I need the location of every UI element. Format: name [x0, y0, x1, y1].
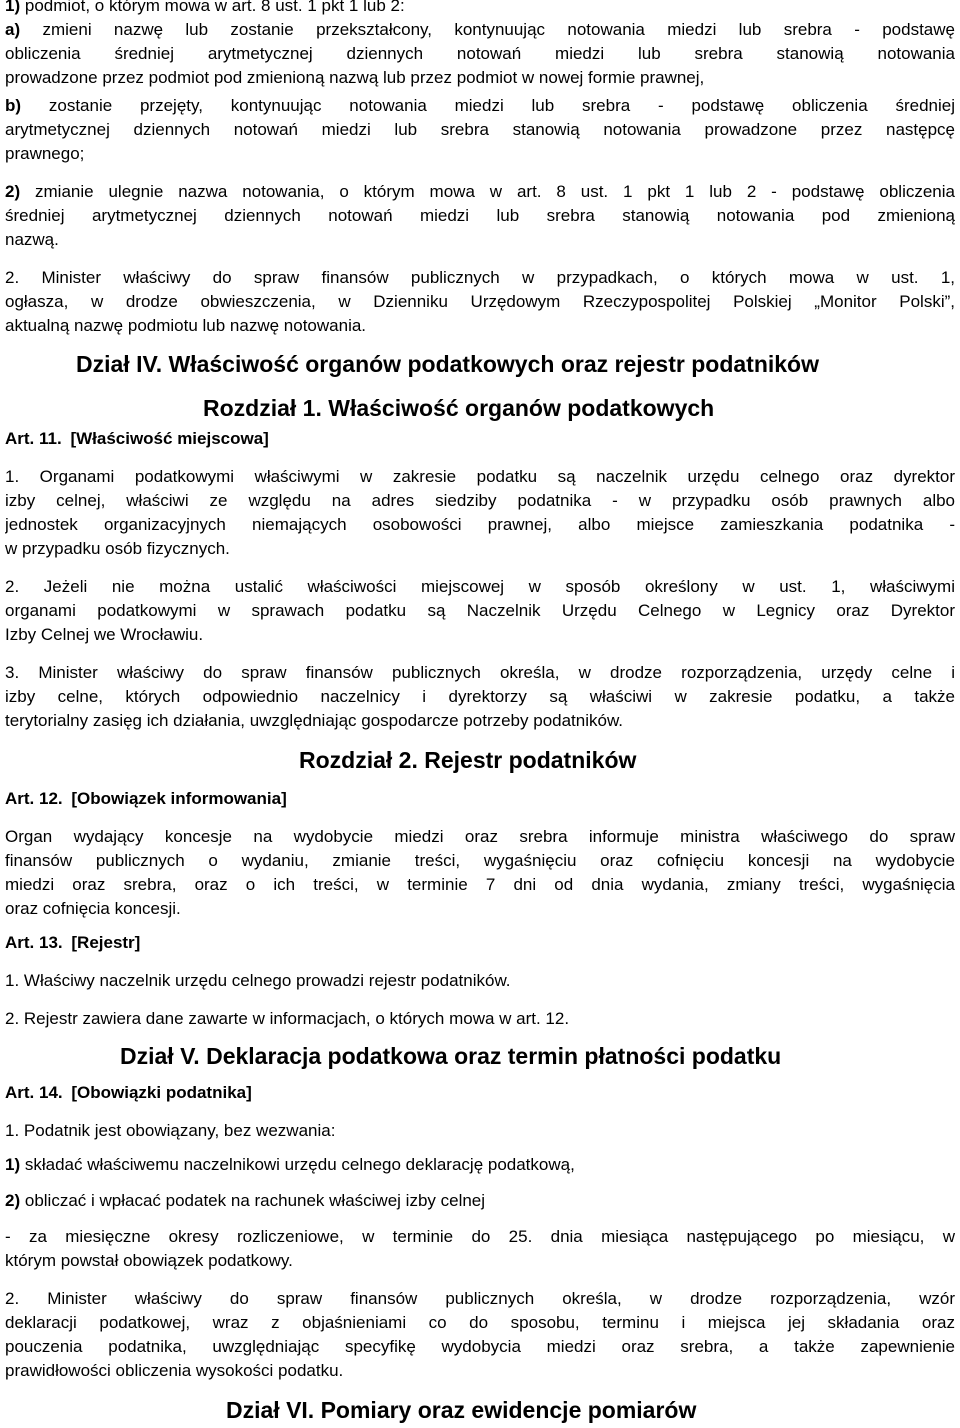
art11-p1-line-2: izby celnej, właściwi ze względu na adres siedziby podatnika - w przypadku osób prawnych albo: [5, 491, 955, 510]
item-a-line-2: obliczenia średniej arytmetycznej dziennych notowań miedzi lub srebra stanowią notowania: [5, 44, 955, 63]
art14-p2-line-4: prawidłowości obliczenia wysokości podatku.: [5, 1361, 344, 1380]
art14-item-2-label: 2): [5, 1191, 21, 1210]
item-b-text: zostanie przejęty, kontynuując notowania miedzi lub srebra - podstawę obliczenia średniej: [48, 96, 955, 115]
art12-line-1: Organ wydający koncesje na wydobycie miedzi oraz srebra informuje ministra właściwego do spraw: [5, 827, 955, 846]
item-2-label: 2): [5, 182, 21, 201]
item-a-line-3: prowadzone przez podmiot pod zmienioną nazwą lub przez podmiot w nowej formie prawnej,: [5, 68, 705, 87]
section-heading-dzial-vi: Dział VI. Pomiary oraz ewidencje pomiarów: [226, 1397, 697, 1423]
art14-item-2-text: obliczać i wpłacać podatek na rachunek właściwej izby celnej: [24, 1191, 486, 1210]
article-13-number: Art. 13.: [5, 933, 63, 952]
art14-p2-line-2: deklaracji podatkowej, wraz z objaśnieniami co do sposobu, terminu i miejsca jej składania oraz: [5, 1313, 955, 1332]
art13-p1: 1. Właściwy naczelnik urzędu celnego prowadzi rejestr podatników.: [5, 971, 511, 990]
art13-p2: 2. Rejestr zawiera dane zawarte w informacjach, o których mowa w art. 12.: [5, 1009, 570, 1028]
art11-p2-line-2: organami podatkowymi w sprawach podatku są Naczelnik Urzędu Celnego w Legnicy oraz Dyrektor: [5, 601, 955, 620]
art12-line-2: finansów publicznych o wydaniu, zmianie treści, wygaśnięciu oraz cofnięciu koncesji na wydobycie: [5, 851, 955, 870]
art11-p3-line-3: terytorialny zasięg ich działania, uwzględniając gospodarcze potrzeby podatników.: [5, 711, 624, 730]
article-12-title: [Obowiązek informowania]: [71, 789, 287, 808]
art14-dash-line-2: którym powstał obowiązek podatkowy.: [5, 1251, 293, 1270]
art14-p1: 1. Podatnik jest obowiązany, bez wezwania:: [5, 1121, 336, 1140]
item-2-text: zmianie ulegnie nazwa notowania, o którym mowa w art. 8 ust. 1 pkt 1 lub 2 - podstawę obliczenia: [35, 182, 955, 201]
art12-line-4: oraz cofnięcia koncesji.: [5, 899, 181, 918]
section-heading-dzial-v: Dział V. Deklaracja podatkowa oraz termin płatności podatku: [120, 1043, 782, 1069]
art12-line-3: miedzi oraz srebra, oraz o ich treści, w terminie 7 dni od dnia wydania, zmiany treści, wygaśnięcia: [5, 875, 955, 894]
item-1-text: podmiot, o którym mowa w art. 8 ust. 1 pkt 1 lub 2:: [24, 0, 405, 15]
article-14-heading: [5, 1082, 955, 1104]
art14-item-2: [5, 1190, 955, 1212]
article-11-title: [Właściwość miejscowa]: [70, 429, 269, 448]
art11-p2-line-3: Izby Celnej we Wrocławiu.: [5, 625, 204, 644]
item-2-line-2: średniej arytmetycznej dziennych notowań miedzi lub srebra stanowią notowania pod zmienioną: [5, 206, 955, 225]
item-b-line-1: [5, 95, 955, 117]
item-1: [5, 0, 955, 17]
item-b-label: b): [5, 96, 22, 115]
art14-p2-line-3: pouczenia podatnika, uwzględniając specyfikę wydobycia miedzi oraz srebra, a także zapewnienie: [5, 1337, 955, 1356]
art11-p1-line-3: jednostek organizacyjnych niemających osobowości prawnej, albo miejsce zamieszkania podatnika -: [5, 515, 955, 534]
art11-p3-line-2: izby celne, których odpowiednio naczelnicy i dyrektorzy są właściwi w zakresie podatku, a także: [5, 687, 955, 706]
art11-p2-line-1: 2. Jeżeli nie można ustalić właściwości miejscowej w sposób określony w ust. 1, właściwymi: [5, 577, 955, 596]
chapter-heading-rozdzial-1: Rozdział 1. Właściwość organów podatkowych: [203, 395, 715, 421]
article-12-heading: [5, 788, 955, 810]
item-a-label: a): [5, 20, 21, 39]
item-a-line-1: [5, 19, 955, 41]
art14-item-1: [5, 1154, 955, 1176]
paragraph-2-line-1: 2. Minister właściwy do spraw finansów publicznych w przypadkach, o których mowa w ust. 1,: [5, 268, 955, 287]
paragraph-2-line-3: aktualną nazwę podmiotu lub nazwę notowania.: [5, 316, 367, 335]
art14-dash-line-1: - za miesięczne okresy rozliczeniowe, w terminie do 25. dnia miesiąca następującego po miesiącu, w: [5, 1227, 955, 1246]
article-12-number: Art. 12.: [5, 789, 63, 808]
article-11-heading: [5, 428, 955, 450]
item-2-line-3: nazwą.: [5, 230, 59, 249]
art14-item-1-text: składać właściwemu naczelnikowi urzędu celnego deklarację podatkową,: [24, 1155, 575, 1174]
art14-p2-line-1: 2. Minister właściwy do spraw finansów publicznych określa, w drodze rozporządzenia, wzór: [5, 1289, 955, 1308]
item-b-line-2: arytmetycznej dziennych notowań miedzi lub srebra stanowią notowania prowadzone przez następcę: [5, 120, 955, 139]
article-14-title: [Obowiązki podatnika]: [71, 1083, 252, 1102]
art11-p3-line-1: 3. Minister właściwy do spraw finansów publicznych określa, w drodze rozporządzenia, urzędy celne i: [5, 663, 955, 682]
item-2-line-1: [5, 181, 955, 203]
article-13-title: [Rejestr]: [71, 933, 141, 952]
article-14-number: Art. 14.: [5, 1083, 63, 1102]
article-13-heading: [5, 932, 955, 954]
item-b-line-3: prawnego;: [5, 144, 85, 163]
item-1-label: 1): [5, 0, 21, 15]
chapter-heading-rozdzial-2: Rozdział 2. Rejestr podatników: [299, 747, 637, 773]
article-11-number: Art. 11.: [5, 429, 62, 448]
item-a-text: zmieni nazwę lub zostanie przekształcony, kontynuując notowania miedzi lub srebra - podstawę: [42, 20, 955, 39]
section-heading-dzial-iv: Dział IV. Właściwość organów podatkowych oraz rejestr podatników: [76, 351, 819, 377]
art14-item-1-label: 1): [5, 1155, 21, 1174]
art11-p1-line-4: w przypadku osób fizycznych.: [5, 539, 230, 558]
art11-p1-line-1: 1. Organami podatkowymi właściwymi w zakresie podatku są naczelnik urzędu celnego oraz dyrektor: [5, 467, 955, 486]
paragraph-2-line-2: ogłasza, w drodze obwieszczenia, w Dzienniku Urzędowym Rzeczypospolitej Polskiej „Monitor Polski”,: [5, 292, 955, 311]
